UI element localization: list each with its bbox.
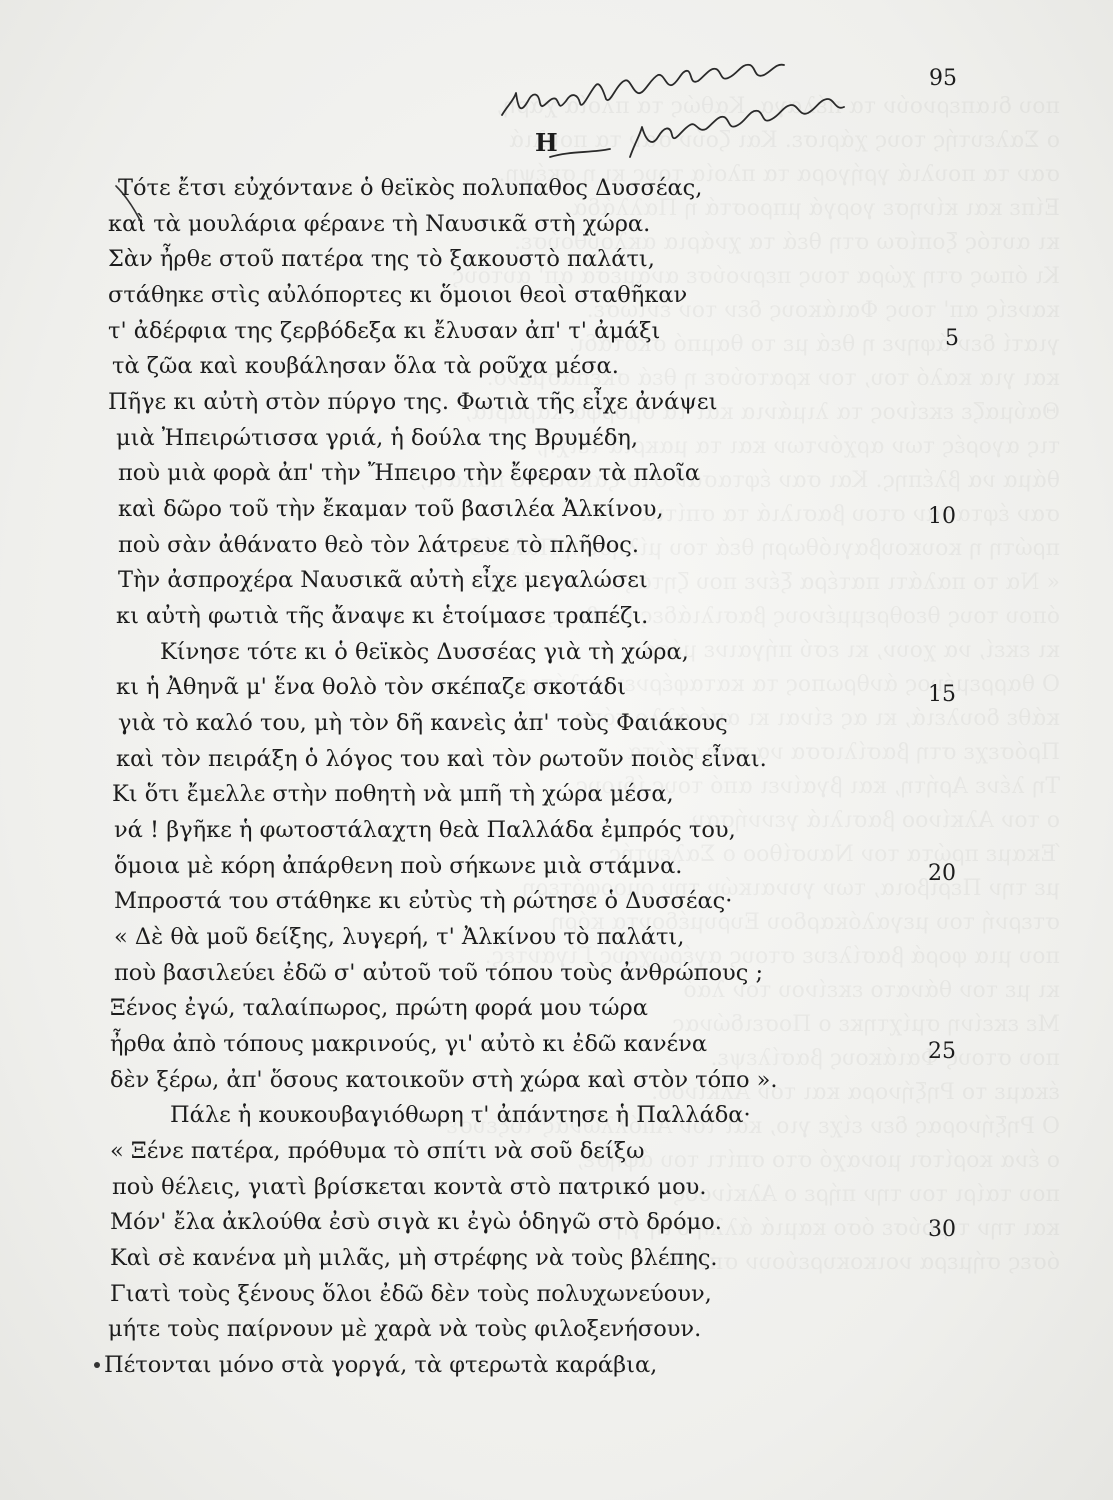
verse-line: καὶ τὸν πειράξη ὁ λόγος του καὶ τὸν ρωτοῦν ποιὸς εἶναι. — [116, 745, 767, 772]
verse-line: κι ἡ Ἀθηνᾶ μ' ἕνα θολὸ τὸν σκέπαζε σκοτάδι — [116, 674, 626, 701]
line-number: 25 — [928, 1039, 956, 1064]
verse-line: « Δὲ θὰ μοῦ δείξης, λυγερή, τ' Ἀλκίνου τὸ παλάτι, — [114, 924, 685, 950]
verse-line: Κίνησε τότε κι ὁ θεϊκὸς Δυσσέας γιὰ τὴ χώρα, — [160, 638, 689, 665]
line-number: 5 — [945, 325, 959, 351]
line-number: 30 — [928, 1217, 956, 1243]
line-number: 20 — [928, 860, 956, 886]
verse-line: μήτε τοὺς παίρνουν μὲ χαρὰ νὰ τοὺς φιλοξενήσουν. — [108, 1316, 702, 1343]
verse-line: καὶ τὰ μουλάρια φέρανε τὴ Ναυσικᾶ στὴ χώρα. — [108, 210, 651, 237]
verse-line: ἦρθα ἀπὸ τόπους μακρινούς, γι' αὐτὸ κι ἐδῶ κανένα — [110, 1031, 708, 1057]
verse-line: Πῆγε κι αὐτὴ στὸν πύργο της. Φωτιὰ τῆς εἶχε ἀνάψει — [108, 389, 718, 415]
verse-line: « Ξένε πατέρα, πρόθυμα τὸ σπίτι νὰ σοῦ δείξω — [110, 1138, 645, 1164]
verse-line: ποὺ βασιλεύει ἐδῶ σ' αὐτοῦ τοῦ τόπου τοὺς ἀνθρώπους ; — [114, 959, 764, 986]
verse-line: ποὺ θέλεις, γιατὶ βρίσκεται κοντὰ στὸ πατρικό μου. — [112, 1173, 707, 1200]
verse-line: Τὴν ἀσπροχέρα Ναυσικᾶ αὐτὴ εἶχε μεγαλώσει — [118, 567, 648, 594]
verse-line: Μπροστά του στάθηκε κι εὐτὺς τὴ ρώτησε ὁ Δυσσέας· — [114, 888, 733, 915]
verse-line: κι αὐτὴ φωτιὰ τῆς ἄναψε κι ἑτοίμασε τραπέζι. — [116, 603, 649, 629]
verse-line: δὲν ξέρω, ἀπ' ὅσους κατοικοῦν στὴ χώρα καὶ στὸν τόπο ». — [110, 1066, 778, 1093]
verse-line: Μόν' ἔλα ἀκλούθα ἐσὺ σιγὰ κι ἐγὼ ὁδηγῶ στὸ δρόμο. — [110, 1209, 722, 1236]
verse-line: Ξένος ἐγώ, ταλαίπωρος, πρώτη φορά μου τώρα — [110, 995, 648, 1022]
page-number: 95 — [929, 66, 957, 91]
verse-line: καὶ δῶρο τοῦ τὴν ἔκαμαν τοῦ βασιλέα Ἀλκίνου, — [118, 496, 664, 522]
line-number: 10 — [928, 504, 956, 529]
verse-line: ποὺ σὰν ἀθάνατο θεὸ τὸν λάτρευε τὸ πλῆθος. — [118, 531, 640, 558]
verse-line: ποὺ μιὰ φορὰ ἀπ' τὴν Ἤπειρο τὴν ἔφεραν τὰ πλοῖα — [118, 460, 701, 487]
verse-line: Πάλε ἡ κουκουβαγιόθωρη τ' ἀπάντησε ἡ Παλλάδα· — [170, 1102, 751, 1129]
verse-line: Καὶ σὲ κανένα μὴ μιλᾶς, μὴ στρέφης νὰ τοὺς βλέπης. — [110, 1245, 718, 1271]
verse-line: μιὰ Ἠπειρώτισσα γριά, ἡ δούλα της Βρυμέδη, — [116, 424, 639, 451]
verse-line: νά ! βγῆκε ἡ φωτοστάλαχτη θεὰ Παλλάδα ἐμπρός του, — [114, 817, 736, 843]
handwritten-note — [420, 55, 940, 185]
verse-line: τὰ ζῶα καὶ κουβάλησαν ὅλα τὰ ροῦχα μέσα. — [112, 353, 619, 380]
verse-line: γιὰ τὸ καλό του, μὴ τὸν δῆ κανεὶς ἀπ' τοὺς Φαιάκους — [118, 710, 728, 736]
verse-line: στάθηκε στὶς αὐλόπορτες κι ὅμοιοι θεοὶ σταθῆκαν — [108, 282, 688, 308]
verse-line: Κι ὅτι ἔμελλε στὴν ποθητὴ νὰ μπῆ τὴ χώρα μέσα, — [112, 781, 674, 808]
verse-line: Σὰν ἦρθε στοῦ πατέρα της τὸ ξακουστὸ παλάτι, — [108, 246, 655, 273]
verse-line: Τότε ἔτσι εὐχόντανε ὁ θεϊκὸς πολυπαθος Δυσσέας, — [118, 175, 703, 201]
line-number: 15 — [928, 682, 956, 708]
verse-line: Πέτονται μόνο στὰ γοργά, τὰ φτερωτὰ καράβια, — [104, 1352, 658, 1378]
verse-line: τ' ἀδέρφια της ζερβόδεξα κι ἔλυσαν ἀπ' τ' ἀμάξι — [108, 317, 661, 344]
verse-line: ὅμοια μὲ κόρη ἀπάρθενη ποὺ σήκωνε μιὰ στάμνα. — [114, 852, 683, 879]
verse-line: Γιατὶ τοὺς ξένους ὅλοι ἐδῶ δὲν τοὺς πολυχωνεύουν, — [110, 1280, 712, 1307]
book-letter: Η — [535, 128, 558, 157]
margin-dot-mark — [94, 1362, 100, 1368]
